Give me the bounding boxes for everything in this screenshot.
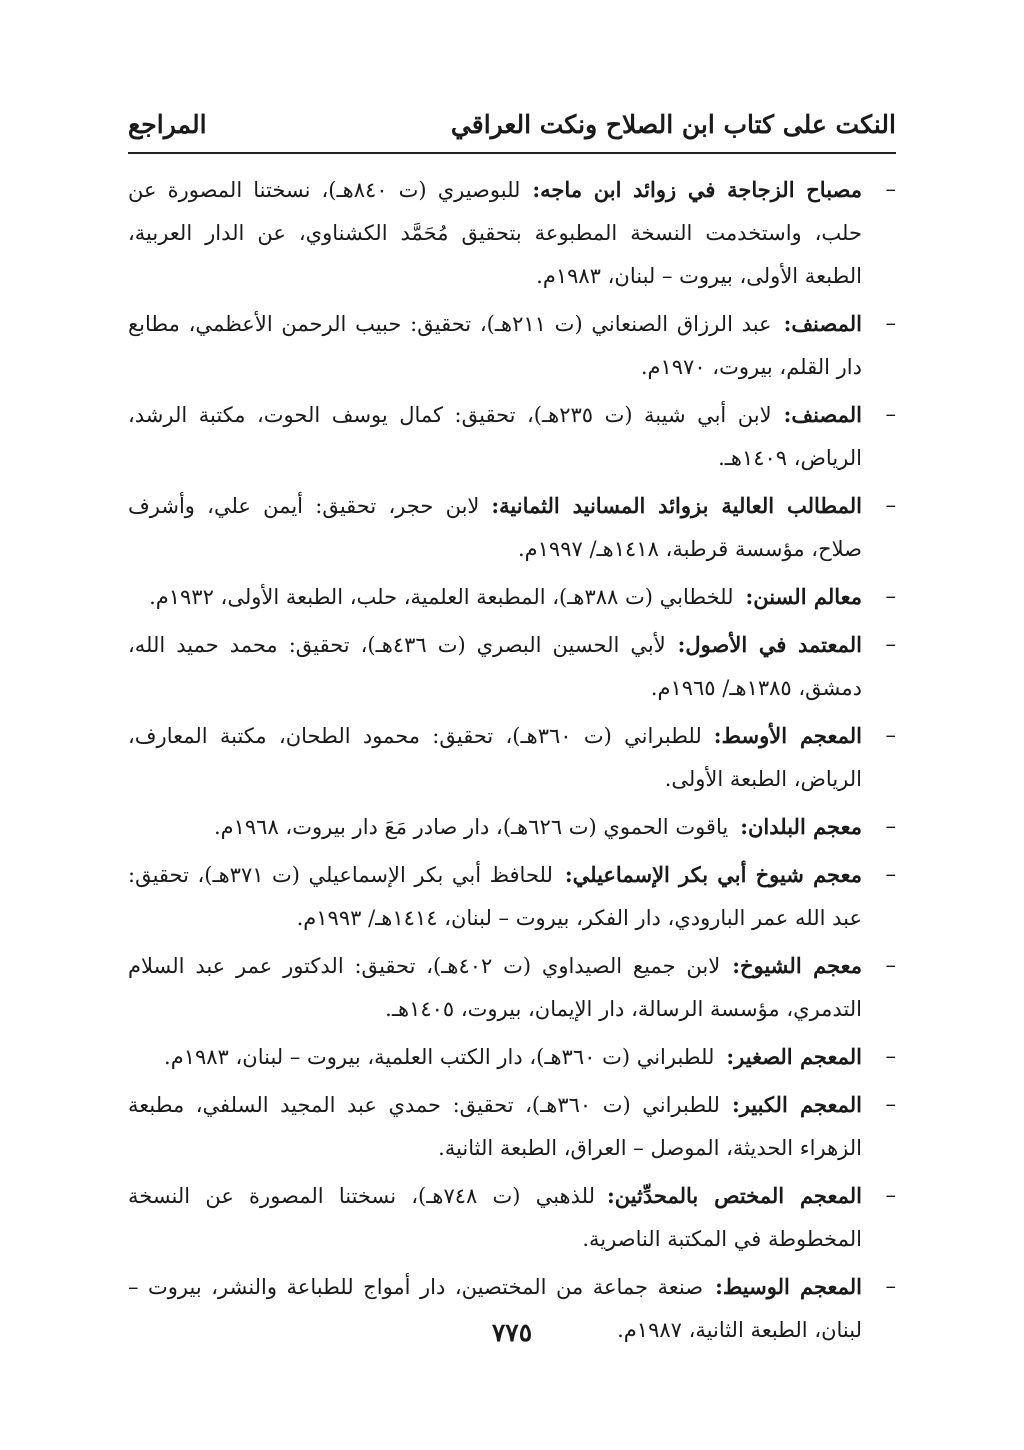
reference-entry [128, 623, 896, 710]
entry-title: المصنف: [783, 402, 863, 427]
entry-dash: – [885, 862, 896, 886]
entry-dash: – [885, 1044, 896, 1068]
entry-dash: – [885, 493, 896, 517]
entry-text: للذهبي (ت ٧٤٨هـ)، نسختنا المصورة عن النسخة المخطوطة في المكتبة الناصرية. [128, 1184, 862, 1251]
entry-title: المعجم الكبير: [731, 1092, 863, 1117]
entry-title: المطالب العالية بزوائد المسانيد الثمانية: [491, 493, 863, 518]
page-number: ٧٧٥ [491, 1318, 533, 1347]
entry-title: المعجم الأوسط: [713, 723, 862, 748]
entry-title: معجم البلدان: [740, 814, 862, 839]
header-book-title: النكت على كتاب ابن الصلاح ونكت العراقي [450, 110, 896, 139]
reference-entry [128, 853, 896, 940]
entry-dash: – [885, 402, 896, 426]
reference-entry [128, 168, 896, 298]
entry-title: المصنف: [783, 311, 862, 336]
entry-text: للبوصيري (ت ٨٤٠هـ)، نسختنا المصورة عن حلب، واستخدمت النسخة المطبوعة بتحقيق مُحَمَّد الكشناوي، عن الدار العربية، الطبعة الأولى، بيروت – لبنان، ١٩٨٣م. [128, 178, 862, 288]
entry-dash: – [885, 953, 896, 977]
entry-title: مصباح الزجاجة في زوائد ابن ماجه: [532, 177, 862, 202]
entry-dash: – [885, 723, 896, 747]
entry-text: للطبراني (ت ٣٦٠هـ)، دار الكتب العلمية، بيروت – لبنان، ١٩٨٣م. [164, 1045, 715, 1069]
entry-title: معجم الشيوخ: [732, 953, 863, 978]
reference-entry [128, 484, 896, 571]
entry-text: للطبراني (ت ٣٦٠هـ)، تحقيق: محمود الطحان، مكتبة المعارف، الرياض، الطبعة الأولى. [128, 724, 862, 791]
entry-text: للطبراني (ت ٣٦٠هـ)، تحقيق: حمدي عبد المجيد السلفي، مطبعة الزهراء الحديثة، الموصل – العراق، الطبعة الثانية. [128, 1093, 862, 1160]
reference-entry [128, 714, 896, 801]
entry-text: لابن جميع الصيداوي (ت ٤٠٢هـ)، تحقيق: الدكتور عمر عبد السلام التدمري، مؤسسة الرسالة، دار الإيمان، بيروت، ١٤٠٥هـ. [128, 954, 862, 1021]
entry-text: صنعة جماعة من المختصين، دار أمواج للطباعة والنشر، بيروت – لبنان، الطبعة الثانية، ١٩٨٧م. [128, 1275, 862, 1342]
entry-dash: – [885, 814, 896, 838]
entry-dash: – [885, 1274, 896, 1298]
entry-title: المعجم المختص بالمحدِّثين: [606, 1183, 862, 1208]
entry-title: معالم السنن: [745, 584, 862, 609]
reference-entry [128, 302, 896, 389]
reference-entry [128, 1174, 896, 1261]
header-section-title: المراجع [128, 110, 207, 139]
reference-entry [128, 393, 896, 480]
entry-text: ياقوت الحموي (ت ٦٢٦هـ)، دار صادر مَعَ دار بيروت، ١٩٦٨م. [213, 815, 729, 839]
entry-title: المعجم الصغير: [726, 1044, 862, 1069]
entry-dash: – [885, 1183, 896, 1207]
entry-dash: – [885, 632, 896, 656]
reference-entry [128, 575, 896, 619]
entry-title: المعتمد في الأصول: [677, 632, 863, 657]
reference-entry [128, 944, 896, 1031]
reference-entry [128, 805, 896, 849]
entry-text: للحافظ أبي بكر الإسماعيلي (ت ٣٧١هـ)، تحقيق: عبد الله عمر البارودي، دار الفكر، بيروت – لبنان، ١٤١٤هـ/ ١٩٩٣م. [128, 863, 862, 930]
entry-title: المعجم الوسيط: [715, 1274, 863, 1299]
entry-dash: – [885, 584, 896, 608]
reference-entry [128, 1035, 896, 1079]
entry-dash: – [885, 177, 896, 201]
entry-title: معجم شيوخ أبي بكر الإسماعيلي: [564, 862, 862, 887]
references-list [128, 168, 896, 1356]
entry-text: لابن حجر، تحقيق: أيمن علي، وأشرف صلاح، مؤسسة قرطبة، ١٤١٨هـ/ ١٩٩٧م. [128, 494, 862, 561]
reference-entry [128, 1083, 896, 1170]
entry-text: عبد الرزاق الصنعاني (ت ٢١١هـ)، تحقيق: حبيب الرحمن الأعظمي، مطابع دار القلم، بيروت، ١٩٧٠م. [128, 312, 862, 379]
running-header [128, 104, 896, 154]
entry-text: للخطابي (ت ٣٨٨هـ)، المطبعة العلمية، حلب، الطبعة الأولى، ١٩٣٢م. [149, 585, 734, 609]
entry-dash: – [885, 1092, 896, 1116]
entry-text: لأبي الحسين البصري (ت ٤٣٦هـ)، تحقيق: محمد حميد الله، دمشق، ١٣٨٥هـ/ ١٩٦٥م. [128, 633, 862, 700]
entry-dash: – [885, 311, 896, 335]
entry-text: لابن أبي شيبة (ت ٢٣٥هـ)، تحقيق: كمال يوسف الحوت، مكتبة الرشد، الرياض، ١٤٠٩هـ. [128, 403, 862, 470]
